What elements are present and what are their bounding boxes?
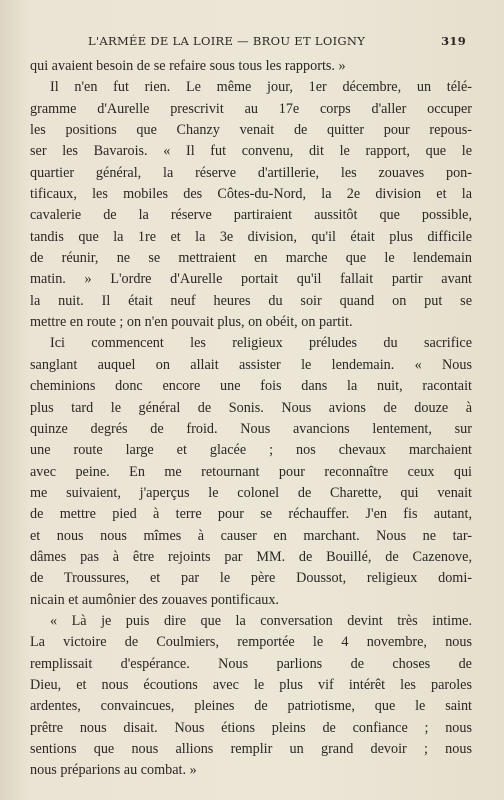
page-number: 319 [441,34,466,48]
text-line: nicain et aumônier des zouaves pontificaux. [30,591,279,608]
text-line: remplissait d'espérance. Nous parlions de choses de [30,655,472,672]
text-line: Dieu, et nous écoutions avec le plus vif intérêt les paroles [30,676,472,693]
text-line: de mettre pied à terre pour se réchauffer. J'en fis autant, [30,506,472,523]
text-line: la nuit. Il était neuf heures du soir quand on put se [30,292,472,309]
text-line: Il n'en fut rien. Le même jour, 1er décembre, un télé- [50,79,472,96]
text-line: sentions que nous allions remplir un grand devoir ; nous [30,741,472,757]
text-line: tificaux, les mobiles des Côtes-du-Nord, la 2e division et la [30,186,472,203]
text-line: nous préparions au combat. » [30,762,197,779]
text-line: me suivaient, j'aperçus le colonel de Charette, qui venait [30,484,472,501]
text-line: matin. » L'ordre d'Aurelle portait qu'il fallait partir avant [30,271,472,288]
text-line: gramme d'Aurelle prescrivit au 17e corps d'aller occuper [30,100,472,117]
page-header [88,34,466,50]
text-line: cavalerie de la réserve partiraient aussitôt que possible, [30,207,472,224]
text-line: quinze degrés de froid. Nous avancions lentement, sur [30,420,472,437]
text-line: ardentes, convaincues, pleines de patriotisme, que le saint [30,698,472,715]
text-line: Ici commencent les religieux préludes du sacrifice [50,335,472,352]
text-line: ser les Bavarois. « Il fut convenu, dit le rapport, que le [30,143,472,160]
text-line: et nous nous mîmes à causer en marchant. Nous ne tar- [30,527,472,544]
text-line: quartier général, la réserve d'artillerie, les zouaves pon- [30,164,472,181]
text-line: une route large et glacée ; nos chevaux marchaient [30,442,472,459]
text-line: plus tard le général de Sonis. Nous avions de douze à [30,399,472,416]
text-line: tandis que la 1re et la 3e division, qu'il était plus difficile [30,228,472,245]
text-line: cheminions donc encore une fois dans la nuit, racontait [30,378,472,395]
running-title: L'ARMÉE DE LA LOIRE — BROU ET LOIGNY [88,34,366,48]
text-line: qui avaient besoin de se refaire sous tous les rapports. » [30,58,346,74]
text-line: avec peine. En me retournant pour reconnaître ceux qui [30,463,472,480]
text-line: dâmes pas à être rejoints par MM. de Bouillé, de Cazenove, [30,548,472,565]
text-line: mettre en route ; on n'en pouvait plus, on obéit, on partit. [30,314,353,331]
text-line: de Troussures, et par le père Doussot, religieux domi- [30,570,472,587]
text-line: sanglant auquel on allait assister le lendemain. « Nous [30,356,472,373]
text-line: de réunir, ne se mettraient en marche que le lendemain [30,250,472,267]
body-text [30,56,472,782]
text-line: « Là je puis dire que la conversation devint très intime. [50,612,472,629]
text-line: prêtre nous disait. Nous étions pleins de confiance ; nous [30,719,472,736]
text-line: La victoire de Coulmiers, remportée le 4 novembre, nous [30,634,472,651]
text-line: les positions que Chanzy venait de quitter pour repous- [30,122,472,139]
